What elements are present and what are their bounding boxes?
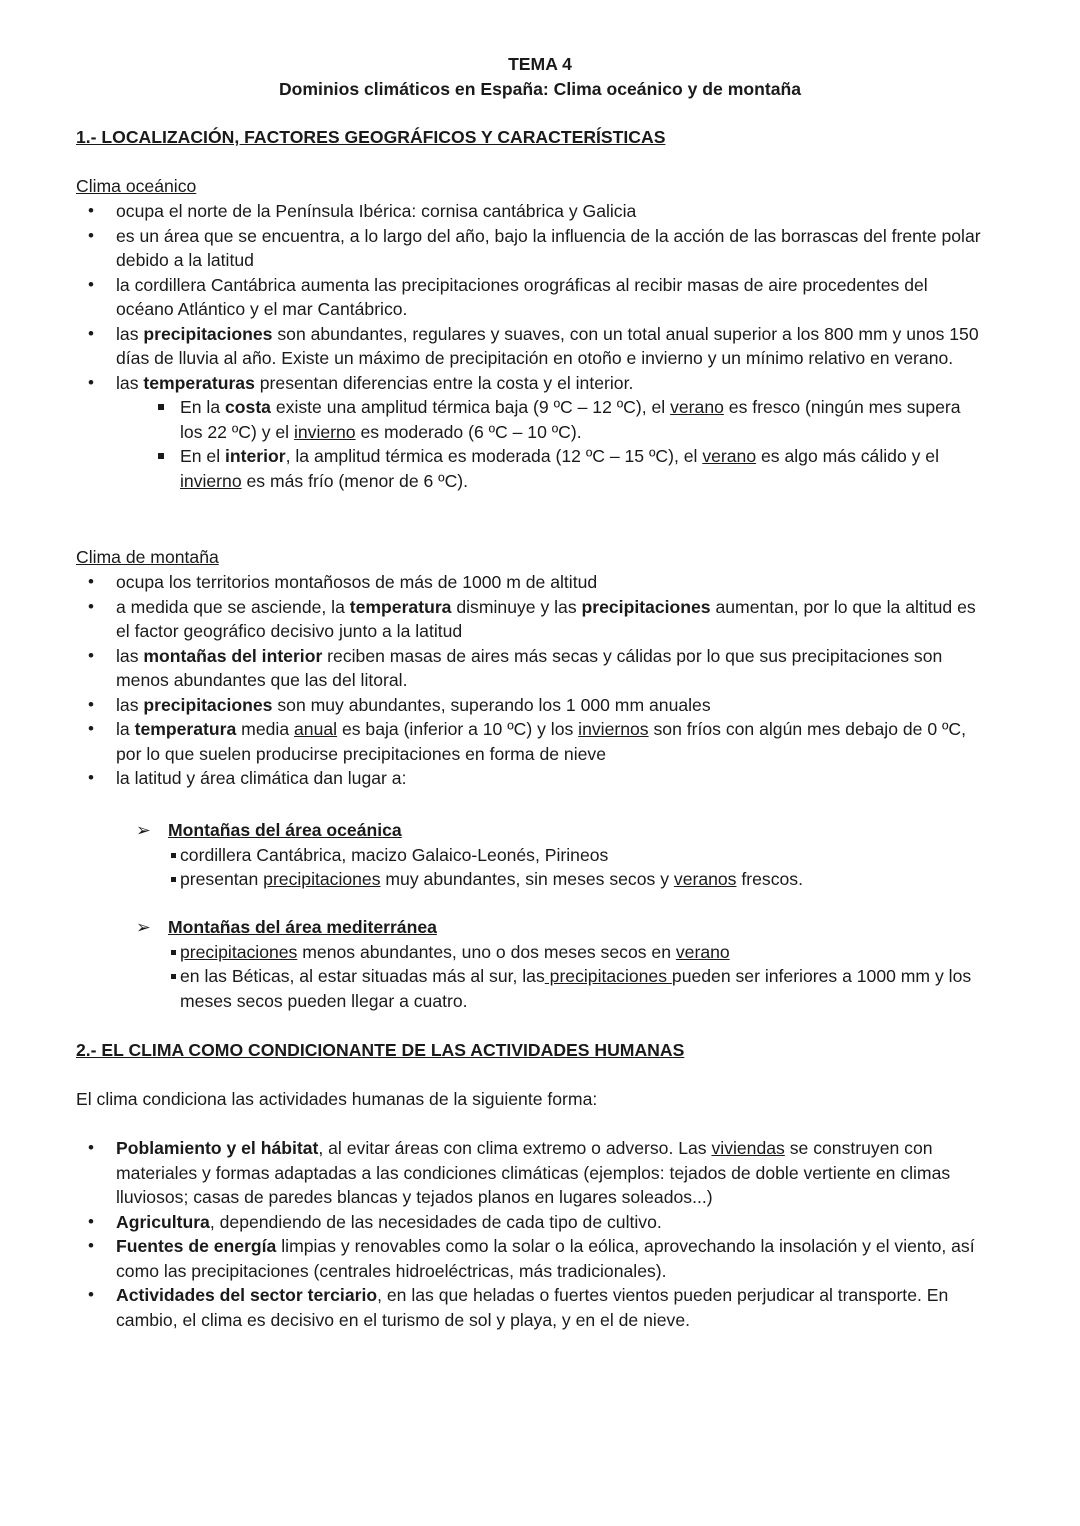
list-item: • las temperaturas presentan diferencias entre la costa y el interior. xyxy=(76,371,986,396)
list-item: presentan precipitaciones muy abundantes, sin meses secos y veranos frescos. xyxy=(76,867,986,892)
list-item: • Poblamiento y el hábitat, al evitar áreas con clima extremo o adverso. Las viviendas se construyen con materiales y formas adaptadas a las condiciones climáticas (ejemplos: tejados de doble vertiente en climas lluviosos; casas de paredes blancas y tejados planos en lugares soleados...) xyxy=(76,1136,986,1210)
mediterranean-mountains-heading: Montañas del área mediterránea xyxy=(168,917,437,937)
list-item: en las Béticas, al estar situadas más al sur, las precipitaciones pueden ser inferiores a 1000 mm y los meses secos pueden llegar a cuatro. xyxy=(76,964,986,1013)
list-item: cordillera Cantábrica, macizo Galaico-Leonés, Pirineos xyxy=(76,843,986,868)
section-2-heading: 2.- EL CLIMA COMO CONDICIONANTE DE LAS ACTIVIDADES HUMANAS xyxy=(76,1040,685,1060)
list-item: precipitaciones menos abundantes, uno o dos meses secos en verano xyxy=(76,940,986,965)
list-item: • la cordillera Cantábrica aumenta las precipitaciones orográficas al recibir masas de aire procedentes del océano Atlántico y el mar Cantábrico. xyxy=(76,273,986,322)
mountain-heading: Clima de montaña xyxy=(76,547,219,567)
arrow-icon: ➢ xyxy=(136,820,151,840)
list-item: • Fuentes de energía limpias y renovables como la solar o la eólica, aprovechando la insolación y el viento, así como las precipitaciones (centrales hidroeléctricas, más tradicionales). xyxy=(76,1234,986,1283)
list-item: • las montañas del interior reciben masas de aires más secas y cálidas por lo que sus precipitaciones son menos abundantes que las del litoral. xyxy=(76,644,986,693)
list-item: • las precipitaciones son abundantes, regulares y suaves, con un total anual superior a los 800 mm y unos 150 días de lluvia al año. Existe un máximo de precipitación en otoño e invierno y un mínimo relativo en verano. xyxy=(76,322,986,371)
mediterranean-mountains xyxy=(76,915,986,1013)
list-item: • la temperatura media anual es baja (inferior a 10 ºC) y los inviernos son fríos con algún mes debajo de 0 ºC, por lo que suelen producirse precipitaciones en forma de nieve xyxy=(76,717,986,766)
section-1-heading: 1.- LOCALIZACIÓN, FACTORES GEOGRÁFICOS Y CARACTERÍSTICAS xyxy=(76,127,666,147)
document-title: TEMA 4 xyxy=(508,54,572,74)
list-item: • la latitud y área climática dan lugar a: xyxy=(76,766,986,791)
activities-list xyxy=(76,1136,986,1332)
document-subtitle: Dominios climáticos en España: Clima oceánico y de montaña xyxy=(278,79,802,99)
list-item: • a medida que se asciende, la temperatura disminuye y las precipitaciones aumentan, por lo que la altitud es el factor geográfico decisivo junto a la latitud xyxy=(76,595,986,644)
oceanic-mountains xyxy=(76,818,986,892)
list-item: En el interior, la amplitud térmica es moderada (12 ºC – 15 ºC), el verano es algo más cálido y el invierno es más frío (menor de 6 ºC). xyxy=(76,444,986,493)
list-item: • las precipitaciones son muy abundantes, superando los 1 000 mm anuales xyxy=(76,693,986,718)
list-item: • ocupa el norte de la Península Ibérica: cornisa cantábrica y Galicia xyxy=(76,199,986,224)
oceanic-mountains-heading: Montañas del área oceánica xyxy=(168,820,402,840)
arrow-icon: ➢ xyxy=(136,917,151,937)
oceanic-heading: Clima oceánico xyxy=(76,176,197,196)
list-item: • ocupa los territorios montañosos de más de 1000 m de altitud xyxy=(76,570,986,595)
list-item: En la costa existe una amplitud térmica baja (9 ºC – 12 ºC), el verano es fresco (ningún mes supera los 22 ºC) y el invierno es moderado (6 ºC – 10 ºC). xyxy=(76,395,986,444)
list-item: • Agricultura, dependiendo de las necesidades de cada tipo de cultivo. xyxy=(76,1210,986,1235)
mountain-list xyxy=(76,570,986,791)
section-2-intro: El clima condiciona las actividades humanas de la siguiente forma: xyxy=(76,1089,598,1109)
list-item: • es un área que se encuentra, a lo largo del año, bajo la influencia de la acción de las borrascas del frente polar debido a la latitud xyxy=(76,224,986,273)
oceanic-list xyxy=(76,199,986,493)
list-item: • Actividades del sector terciario, en las que heladas o fuertes vientos pueden perjudicar al transporte. En cambio, el clima es decisivo en el turismo de sol y playa, y en el de nieve. xyxy=(76,1283,986,1332)
